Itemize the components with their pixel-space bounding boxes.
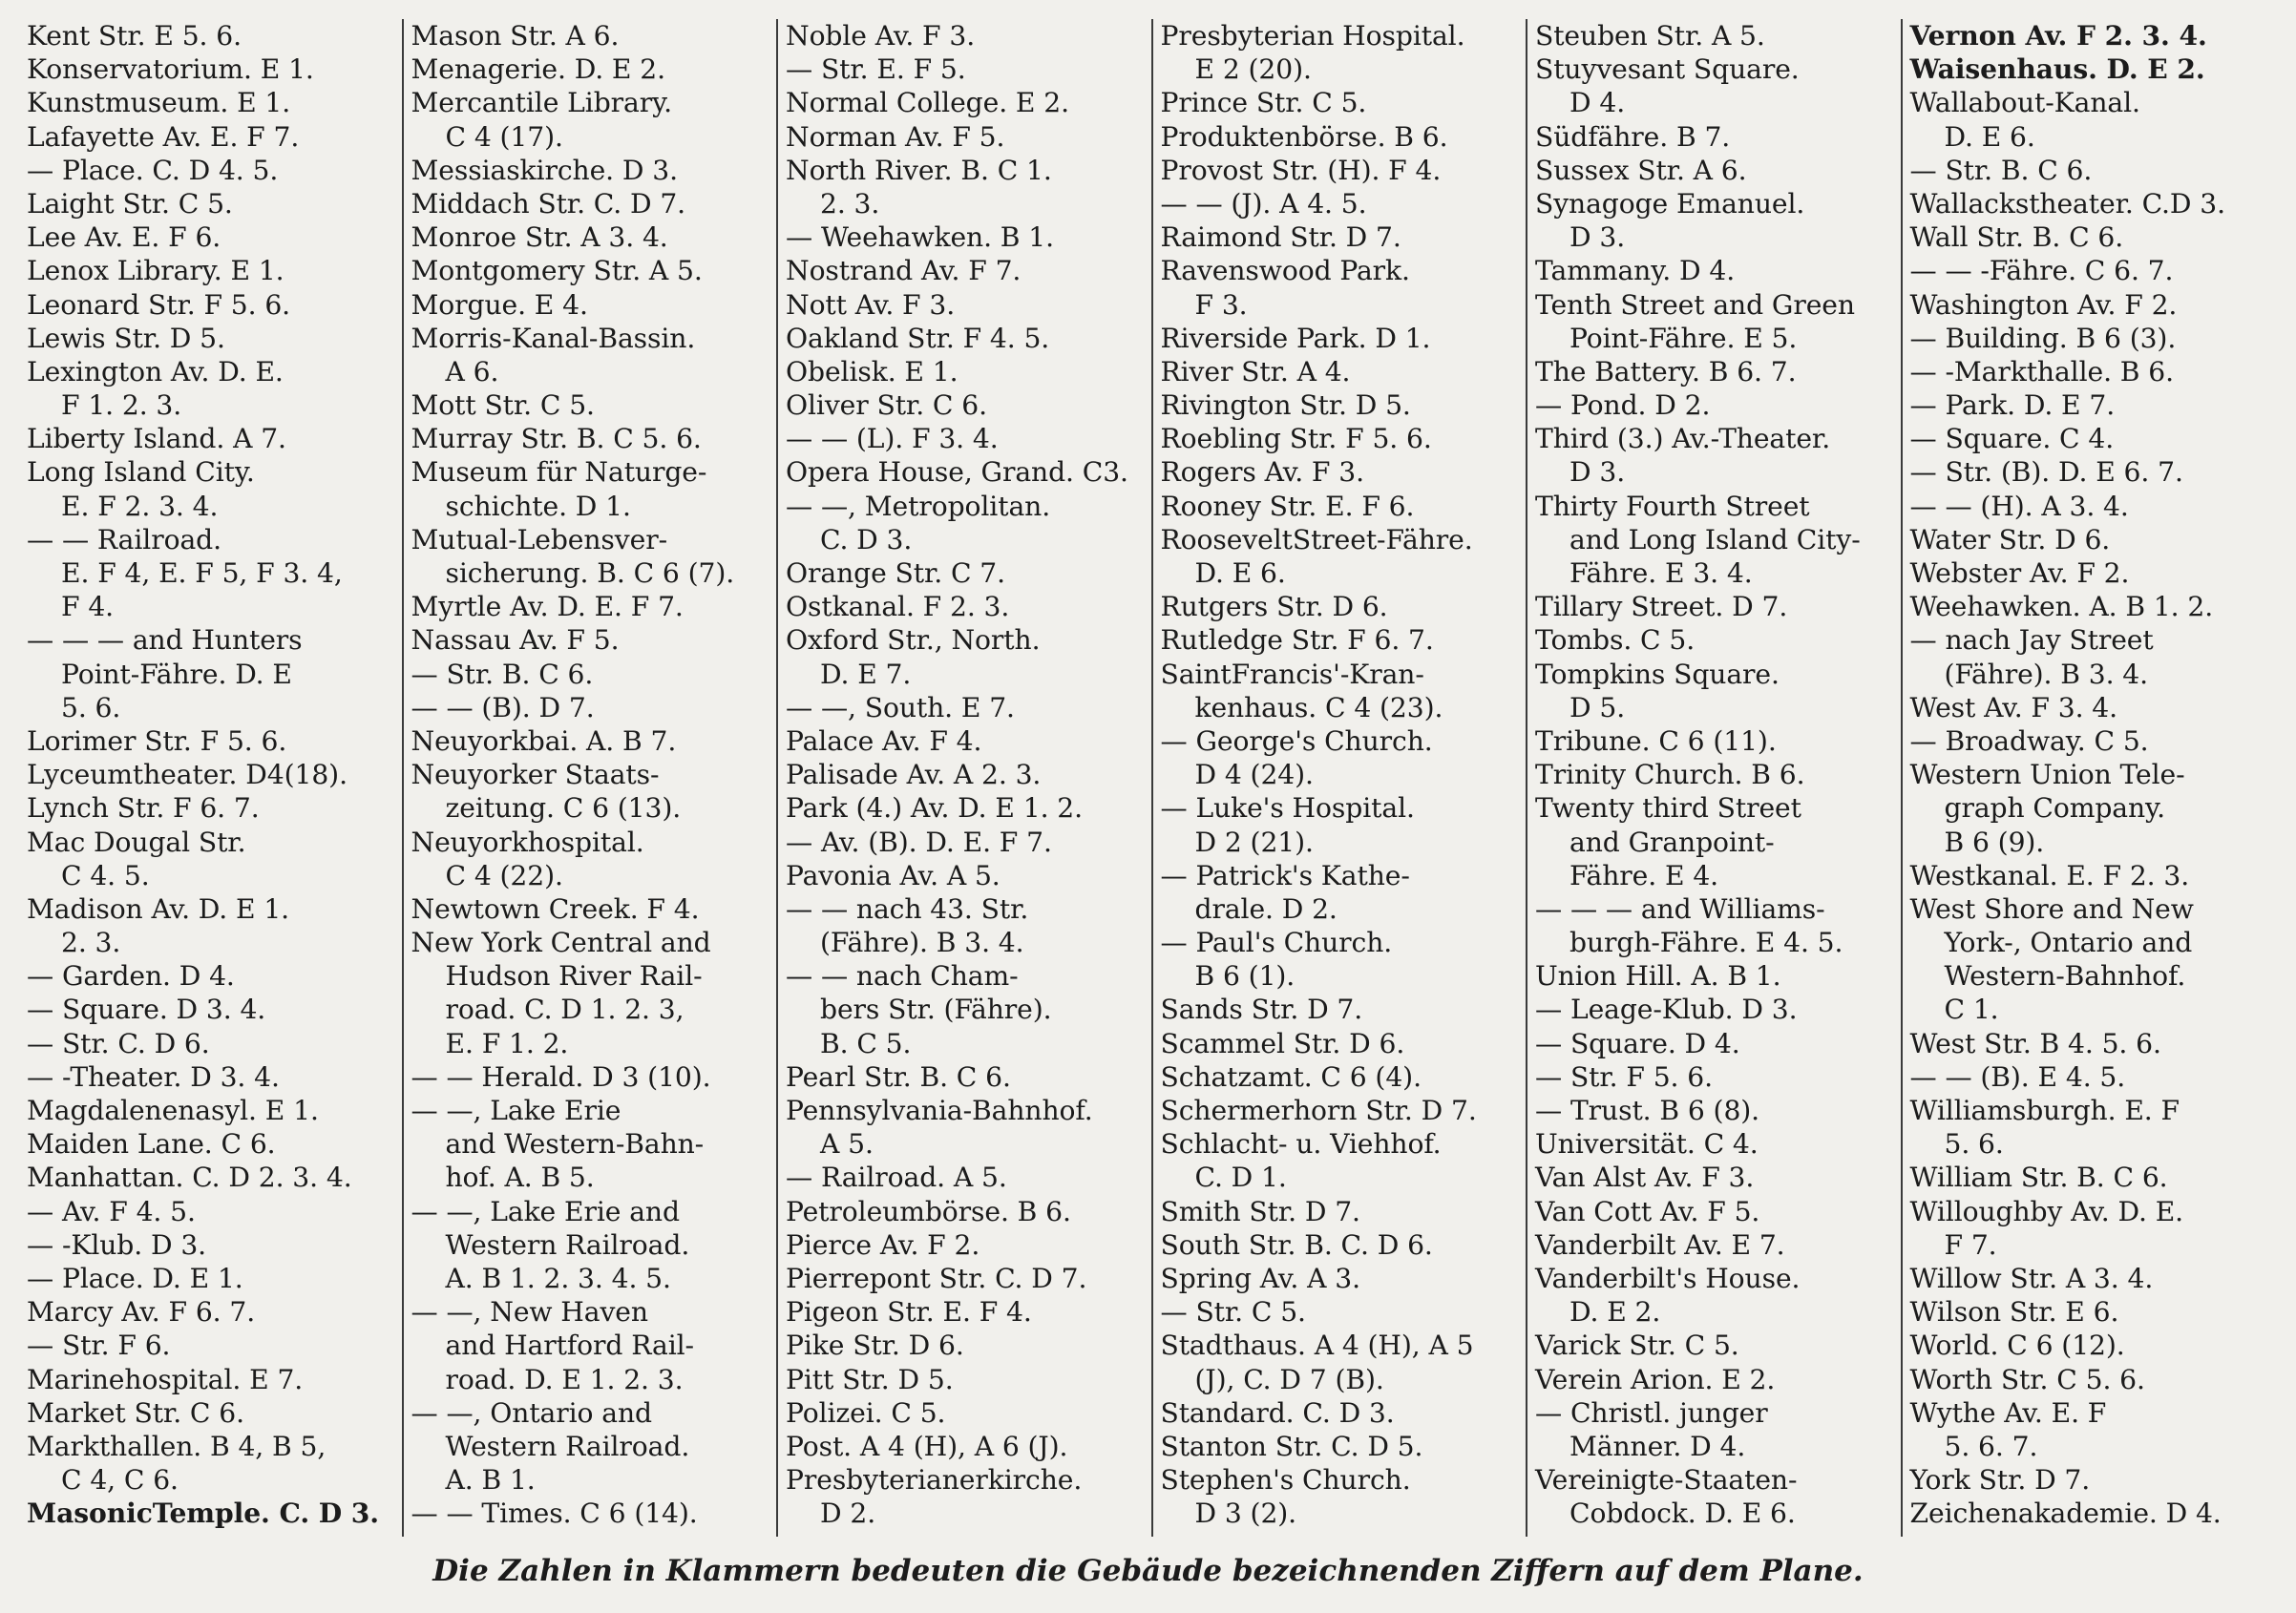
index-entry: York Str. D 7. [1909, 1464, 2091, 1497]
index-entry: — — -Fähre. C 6. 7. [1909, 255, 2174, 287]
index-entry: — Trust. B 6 (8). [1535, 1095, 1760, 1126]
index-entry: Middach Str. C. D 7. [411, 187, 686, 220]
index-entry: — Place. C. D 4. 5. [27, 154, 279, 186]
index-entry-continuation: and Granpoint- [1569, 826, 1775, 858]
index-entry: Madison Av. D. E 1. [27, 892, 290, 925]
index-entry: Orange Str. C 7. [786, 557, 1005, 589]
index-entry: Nostrand Av. F 7. [786, 255, 1022, 287]
index-entry: Monroe Str. A 3. 4. [411, 221, 668, 254]
index-entry: South Str. B. C. D 6. [1160, 1228, 1433, 1261]
index-entry: — Str. B. C 6. [411, 658, 594, 690]
index-entry: MasonicTemple. C. D 3. [27, 1498, 380, 1530]
index-entry: — —, Ontario and [411, 1396, 652, 1429]
index-entry: Water Str. D 6. [1909, 523, 2111, 555]
index-entry-continuation: Western-Bahnhof. [1944, 960, 2186, 993]
index-entry-continuation: C 4, C 6. [61, 1464, 179, 1497]
index-entry: Vereinigte-Staaten- [1535, 1464, 1798, 1497]
index-entry-continuation: C 4. 5. [61, 859, 150, 891]
index-entry-continuation: B. C 5. [820, 1027, 912, 1059]
index-entry: Pigeon Str. E. F 4. [786, 1296, 1032, 1329]
index-entry-continuation: Point-Fähre. E 5. [1569, 322, 1798, 354]
index-entry-continuation: F 4. [61, 591, 115, 623]
index-entry-continuation: D 3. [1569, 221, 1626, 254]
index-entry: Stadthaus. A 4 (H), A 5 [1160, 1330, 1474, 1362]
index-entry: — Luke's Hospital. [1160, 792, 1415, 825]
index-entry: Polizei. C 5. [786, 1396, 946, 1429]
index-entry: Palace Av. F 4. [786, 724, 982, 757]
index-entry-continuation: D. E 2. [1569, 1296, 1661, 1329]
index-entry: — — Railroad. [27, 523, 221, 555]
index-entry: William Str. B. C 6. [1909, 1162, 2168, 1194]
index-entry: Konservatorium. E 1. [27, 53, 314, 86]
index-entry: Presbyterian Hospital. [1160, 20, 1465, 52]
index-entry: River Str. A 4. [1160, 355, 1351, 388]
index-entry-continuation: Fähre. E 3. 4. [1569, 557, 1753, 589]
index-entry: Lexington Av. D. E. [27, 355, 284, 388]
index-entry: Palisade Av. A 2. 3. [786, 759, 1042, 791]
index-entry: Lynch Str. F 6. 7. [27, 792, 260, 825]
index-entry: Lyceumtheater. D4(18). [27, 759, 348, 791]
index-entry: — Park. D. E 7. [1909, 389, 2116, 422]
index-entry-continuation: graph Company. [1944, 792, 2165, 825]
index-entry: — -Markthalle. B 6. [1909, 355, 2174, 388]
index-entry: Marinehospital. E 7. [27, 1363, 304, 1395]
index-entry: West Shore and New [1909, 892, 2194, 925]
index-entry-continuation: Hudson River Rail- [445, 960, 703, 993]
index-entry: Marcy Av. F 6. 7. [27, 1296, 256, 1329]
index-entry: New York Central and [411, 927, 711, 959]
index-entry: Roebling Str. F 5. 6. [1160, 423, 1432, 455]
index-entry-continuation: C 1. [1944, 994, 1999, 1026]
index-entry: — —, South. E 7. [786, 691, 1015, 723]
index-entry: — Str. C 5. [1160, 1296, 1306, 1329]
index-entry: — —, New Haven [411, 1296, 648, 1329]
index-entry: Universität. C 4. [1535, 1128, 1759, 1161]
index-entry: Tillary Street. D 7. [1535, 591, 1788, 623]
index-entry-continuation: Western Railroad. [445, 1430, 690, 1462]
index-entry: Waisenhaus. D. E 2. [1909, 53, 2205, 86]
index-entry: — nach Jay Street [1909, 624, 2154, 657]
index-entry: Stuyvesant Square. [1535, 53, 1800, 86]
index-entry-continuation: (Fähre). B 3. 4. [1944, 658, 2148, 690]
index-entry: Van Cott Av. F 5. [1535, 1195, 1760, 1227]
index-entry-continuation: Männer. D 4. [1569, 1430, 1746, 1462]
index-entry-continuation: Cobdock. D. E 6. [1569, 1498, 1796, 1530]
index-entry-continuation: York-, Ontario and [1944, 927, 2193, 959]
index-entry-continuation: A 5. [820, 1128, 874, 1161]
index-entry: — — nach 43. Str. [786, 892, 1029, 925]
index-entry: Park (4.) Av. D. E 1. 2. [786, 792, 1083, 825]
index-column [1901, 19, 2276, 1537]
index-entry: Western Union Tele- [1909, 759, 2185, 791]
index-entry: — —, Lake Erie [411, 1095, 621, 1126]
index-entry: Newtown Creek. F 4. [411, 892, 700, 925]
index-entry: Lenox Library. E 1. [27, 255, 284, 287]
index-column [402, 19, 777, 1537]
index-entry: Stanton Str. C. D 5. [1160, 1430, 1423, 1462]
index-entry: — — (J). A 4. 5. [1160, 187, 1367, 220]
index-entry: — — (L). F 3. 4. [786, 423, 999, 455]
index-entry: Willow Str. A 3. 4. [1909, 1262, 2154, 1294]
index-entry: SaintFrancis'-Kran- [1160, 658, 1424, 690]
index-entry: — Leage-Klub. D 3. [1535, 994, 1798, 1026]
index-entry-continuation: D 3 (2). [1194, 1498, 1297, 1530]
index-entry: Worth Str. C 5. 6. [1909, 1363, 2145, 1395]
index-entry: — Place. D. E 1. [27, 1262, 243, 1294]
index-entry: Vanderbilt Av. E 7. [1535, 1228, 1785, 1261]
index-entry: Stephen's Church. [1160, 1464, 1411, 1497]
index-entry: Pennsylvania-Bahnhof. [786, 1095, 1093, 1126]
index-entry-continuation: B 6 (9). [1944, 826, 2045, 858]
index-entry-continuation: E. F 1. 2. [445, 1027, 569, 1059]
index-entry: Synagoge Emanuel. [1535, 187, 1805, 220]
index-entry: — — — and Hunters [27, 624, 303, 657]
index-entry: — George's Church. [1160, 724, 1433, 757]
index-entry: — — (B). E 4. 5. [1909, 1060, 2126, 1093]
index-entry: Mott Str. C 5. [411, 389, 595, 422]
index-entry: Zeichenakademie. D 4. [1909, 1498, 2222, 1530]
index-entry: — Weehawken. B 1. [786, 221, 1054, 254]
index-entry: Webster Av. F 2. [1909, 557, 2130, 589]
index-column [1151, 19, 1527, 1537]
index-entry: Morgue. E 4. [411, 288, 588, 321]
index-entry-continuation: D. E 6. [1944, 120, 2035, 153]
index-entry: Trinity Church. B 6. [1535, 759, 1805, 791]
index-entry: Wallackstheater. C.D 3. [1909, 187, 2225, 220]
index-entry: — Patrick's Kathe- [1160, 859, 1410, 891]
index-entry-continuation: (J), C. D 7 (B). [1194, 1363, 1384, 1395]
index-entry: Ostkanal. F 2. 3. [786, 591, 1010, 623]
index-entry: West Str. B 4. 5. 6. [1909, 1027, 2161, 1059]
index-entry: — Str. (B). D. E 6. 7. [1909, 456, 2183, 489]
index-entry: Lee Av. E. F 6. [27, 221, 221, 254]
index-entry: Norman Av. F 5. [786, 120, 1005, 153]
index-entry-continuation: D 4. [1569, 87, 1626, 119]
index-entry: Nassau Av. F 5. [411, 624, 620, 657]
index-entry: Petroleumbörse. B 6. [786, 1195, 1071, 1227]
index-entry: Manhattan. C. D 2. 3. 4. [27, 1162, 352, 1194]
index-entry: Messiaskirche. D 3. [411, 154, 678, 186]
index-columns [27, 19, 2275, 1537]
index-entry-continuation: 2. 3. [61, 927, 121, 959]
index-entry: Van Alst Av. F 3. [1535, 1162, 1755, 1194]
index-entry-continuation: A. B 1. 2. 3. 4. 5. [445, 1262, 671, 1294]
index-entry: Scammel Str. D 6. [1160, 1027, 1405, 1059]
index-entry-continuation: and Hartford Rail- [445, 1330, 694, 1362]
index-entry: Weehawken. A. B 1. 2. [1909, 591, 2214, 623]
index-entry: — Garden. D 4. [27, 960, 235, 993]
index-entry: Pierrepont Str. C. D 7. [786, 1262, 1087, 1294]
index-entry-continuation: bers Str. (Fähre). [820, 994, 1052, 1026]
index-entry-continuation: D 2. [820, 1498, 876, 1530]
index-entry: Myrtle Av. D. E. F 7. [411, 591, 684, 623]
index-column [1526, 19, 1901, 1537]
index-entry-continuation: burgh-Fähre. E 4. 5. [1569, 927, 1843, 959]
index-column [776, 19, 1151, 1537]
index-entry: Mutual-Lebensver- [411, 523, 667, 555]
index-entry: Leonard Str. F 5. 6. [27, 288, 291, 321]
index-entry: Wallabout-Kanal. [1909, 87, 2140, 119]
index-entry: Vernon Av. F 2. 3. 4. [1909, 20, 2207, 52]
index-entry: Lorimer Str. F 5. 6. [27, 724, 287, 757]
index-entry: — Paul's Church. [1160, 927, 1393, 959]
index-entry: Südfähre. B 7. [1535, 120, 1731, 153]
index-entry: — —, Metropolitan. [786, 490, 1051, 522]
index-entry: Tompkins Square. [1535, 658, 1780, 690]
index-entry: Rivington Str. D 5. [1160, 389, 1411, 422]
index-entry-continuation: 5. 6. [61, 691, 121, 723]
index-entry: Kunstmuseum. E 1. [27, 87, 291, 119]
index-entry: Westkanal. E. F 2. 3. [1909, 859, 2190, 891]
index-entry: — Building. B 6 (3). [1909, 322, 2177, 354]
index-entry: Oakland Str. F 4. 5. [786, 322, 1050, 354]
index-entry: — Square. C 4. [1909, 423, 2115, 455]
index-entry: Rutgers Str. D 6. [1160, 591, 1388, 623]
index-entry: — — (H). A 3. 4. [1909, 490, 2129, 522]
index-entry: — — (B). D 7. [411, 691, 595, 723]
index-entry-continuation: Western Railroad. [445, 1228, 690, 1261]
index-entry: Kent Str. E 5. 6. [27, 20, 242, 52]
index-entry: Magdalenenasyl. E 1. [27, 1095, 319, 1126]
index-entry: Oliver Str. C 6. [786, 389, 987, 422]
index-entry: Nott Av. F 3. [786, 288, 956, 321]
index-entry: Laight Str. C 5. [27, 187, 233, 220]
index-entry: Washington Av. F 2. [1909, 288, 2178, 321]
index-entry: RooseveltStreet-Fähre. [1160, 523, 1473, 555]
index-entry: Willoughby Av. D. E. [1909, 1195, 2184, 1227]
index-entry: Riverside Park. D 1. [1160, 322, 1431, 354]
index-entry-continuation: hof. A. B 5. [445, 1162, 595, 1194]
index-entry-continuation: F 1. 2. 3. [61, 389, 182, 422]
index-entry: — — — and Williams- [1535, 892, 1825, 925]
index-entry: — -Klub. D 3. [27, 1228, 207, 1261]
index-entry: Rogers Av. F 3. [1160, 456, 1364, 489]
index-entry-continuation: kenhaus. C 4 (23). [1194, 691, 1443, 723]
index-entry-continuation: zeitung. C 6 (13). [445, 792, 682, 825]
index-entry: Schermerhorn Str. D 7. [1160, 1095, 1477, 1126]
index-entry: Wythe Av. E. F [1909, 1396, 2107, 1429]
index-entry-continuation: C. D 1. [1194, 1162, 1287, 1194]
index-entry: Morris-Kanal-Bassin. [411, 322, 696, 354]
index-entry: Neuyorker Staats- [411, 759, 660, 791]
index-column [27, 19, 402, 1537]
index-entry: — — Herald. D 3 (10). [411, 1060, 711, 1093]
index-entry: — — nach Cham- [786, 960, 1019, 993]
index-entry-continuation: C 4 (17). [445, 120, 563, 153]
index-entry: Williamsburgh. E. F [1909, 1095, 2180, 1126]
index-entry: Wilson Str. E 6. [1909, 1296, 2119, 1329]
index-entry: Tenth Street and Green [1535, 288, 1855, 321]
index-entry: — Str. C. D 6. [27, 1027, 210, 1059]
index-entry: Post. A 4 (H), A 6 (J). [786, 1430, 1068, 1462]
index-entry-continuation: F 3. [1194, 288, 1248, 321]
index-entry: Verein Arion. E 2. [1535, 1363, 1776, 1395]
index-entry-continuation: C. D 3. [820, 523, 913, 555]
index-entry: — Christl. junger [1535, 1396, 1768, 1429]
index-entry-continuation: D 4 (24). [1194, 759, 1314, 791]
index-entry: — Str. E. F 5. [786, 53, 966, 86]
index-entry: — Square. D 3. 4. [27, 994, 266, 1026]
index-entry-continuation: E. F 4, E. F 5, F 3. 4, [61, 557, 343, 589]
index-entry-continuation: 2. 3. [820, 187, 880, 220]
index-entry: — Square. D 4. [1535, 1027, 1740, 1059]
index-entry: Third (3.) Av.-Theater. [1535, 423, 1831, 455]
index-entry: Twenty third Street [1535, 792, 1801, 825]
index-entry-continuation: E 2 (20). [1194, 53, 1312, 86]
index-entry: Normal College. E 2. [786, 87, 1069, 119]
index-entry: West Av. F 3. 4. [1909, 691, 2117, 723]
index-entry: Menagerie. D. E 2. [411, 53, 665, 86]
index-entry: Museum für Naturge- [411, 456, 707, 489]
index-entry: — Av. F 4. 5. [27, 1195, 196, 1227]
index-entry: Pavonia Av. A 5. [786, 859, 1001, 891]
index-entry: Liberty Island. A 7. [27, 423, 286, 455]
index-entry: Vanderbilt's House. [1535, 1262, 1801, 1294]
index-entry: Standard. C. D 3. [1160, 1396, 1395, 1429]
index-entry: Long Island City. [27, 456, 255, 489]
index-entry-continuation: road. D. E 1. 2. 3. [445, 1363, 684, 1395]
index-entry: Sands Str. D 7. [1160, 994, 1363, 1026]
index-entry: Lafayette Av. E. F 7. [27, 120, 300, 153]
index-entry-continuation: D 5. [1569, 691, 1626, 723]
index-entry: Thirty Fourth Street [1535, 490, 1810, 522]
index-entry: Market Str. C 6. [27, 1396, 244, 1429]
index-entry-continuation: E. F 2. 3. 4. [61, 490, 219, 522]
index-entry: — Railroad. A 5. [786, 1162, 1007, 1194]
index-entry: Obelisk. E 1. [786, 355, 958, 388]
index-entry: Maiden Lane. C 6. [27, 1128, 276, 1161]
index-entry: Presbyterianerkirche. [786, 1464, 1083, 1497]
index-entry-continuation: B 6 (1). [1194, 960, 1295, 993]
index-entry: Oxford Str., North. [786, 624, 1041, 657]
index-entry: Pitt Str. D 5. [786, 1363, 954, 1395]
index-entry-continuation: C 4 (22). [445, 859, 563, 891]
index-entry: Neuyorkbai. A. B 7. [411, 724, 677, 757]
index-entry-continuation: (Fähre). B 3. 4. [820, 927, 1024, 959]
index-entry: Pierce Av. F 2. [786, 1228, 980, 1261]
index-entry: Markthallen. B 4, B 5, [27, 1430, 326, 1462]
index-entry: Tribune. C 6 (11). [1535, 724, 1777, 757]
index-entry: Murray Str. B. C 5. 6. [411, 423, 702, 455]
index-entry: World. C 6 (12). [1909, 1330, 2125, 1362]
index-entry: Wall Str. B. C 6. [1909, 221, 2124, 254]
index-entry-continuation: D. E 7. [820, 658, 912, 690]
index-entry-continuation: A. B 1. [445, 1464, 536, 1497]
index-entry: — Av. (B). D. E. F 7. [786, 826, 1052, 858]
index-entry: Mac Dougal Str. [27, 826, 246, 858]
index-entry: Pearl Str. B. C 6. [786, 1060, 1011, 1093]
index-entry-continuation: Point-Fähre. D. E [61, 658, 292, 690]
index-entry-continuation: F 7. [1944, 1228, 1997, 1261]
index-entry: — -Theater. D 3. 4. [27, 1060, 280, 1093]
index-entry: Mason Str. A 6. [411, 20, 620, 52]
index-entry: Prince Str. C 5. [1160, 87, 1367, 119]
index-entry-continuation: and Western-Bahn- [445, 1128, 705, 1161]
index-entry-continuation: and Long Island City- [1569, 523, 1861, 555]
index-entry-continuation: D. E 6. [1194, 557, 1286, 589]
index-entry: — —, Lake Erie and [411, 1195, 680, 1227]
index-entry: Schatzamt. C 6 (4). [1160, 1060, 1422, 1093]
index-entry: Noble Av. F 3. [786, 20, 976, 52]
index-entry-continuation: D 2 (21). [1194, 826, 1314, 858]
index-entry: — Str. F 5. 6. [1535, 1060, 1713, 1093]
index-entry: Mercantile Library. [411, 87, 673, 119]
index-entry: Opera House, Grand. C3. [786, 456, 1128, 489]
index-entry-continuation: D 3. [1569, 456, 1626, 489]
index-entry-continuation: drale. D 2. [1194, 892, 1338, 925]
index-entry: Pike Str. D 6. [786, 1330, 964, 1362]
index-entry: Schlacht- u. Viehhof. [1160, 1128, 1442, 1161]
index-entry: Steuben Str. A 5. [1535, 20, 1765, 52]
index-entry: Rooney Str. E. F 6. [1160, 490, 1415, 522]
index-entry-continuation: 5. 6. [1944, 1128, 2004, 1161]
index-entry: Varick Str. C 5. [1535, 1330, 1739, 1362]
index-entry-continuation: sicherung. B. C 6 (7). [445, 557, 735, 589]
index-entry: Smith Str. D 7. [1160, 1195, 1360, 1227]
index-entry: Sussex Str. A 6. [1535, 154, 1747, 186]
index-entry-continuation: Fähre. E 4. [1569, 859, 1719, 891]
index-entry: Raimond Str. D 7. [1160, 221, 1401, 254]
index-entry-continuation: schichte. D 1. [445, 490, 631, 522]
index-entry: Rutledge Str. F 6. 7. [1160, 624, 1434, 657]
index-entry-continuation: 5. 6. 7. [1944, 1430, 2038, 1462]
index-entry: — Str. F 6. [27, 1330, 171, 1362]
index-entry: — — Times. C 6 (14). [411, 1498, 698, 1530]
index-entry: — Pond. D 2. [1535, 389, 1711, 422]
index-entry: Produktenbörse. B 6. [1160, 120, 1448, 153]
index-entry: North River. B. C 1. [786, 154, 1052, 186]
index-entry: Ravenswood Park. [1160, 255, 1410, 287]
index-entry: Union Hill. A. B 1. [1535, 960, 1781, 993]
index-entry: — Str. B. C 6. [1909, 154, 2093, 186]
index-entry: Neuyorkhospital. [411, 826, 644, 858]
index-entry-continuation: road. C. D 1. 2. 3, [445, 994, 685, 1026]
index-entry: Montgomery Str. A 5. [411, 255, 703, 287]
index-entry: Spring Av. A 3. [1160, 1262, 1360, 1294]
index-entry: Tombs. C 5. [1535, 624, 1696, 657]
index-entry: Tammany. D 4. [1535, 255, 1736, 287]
index-entry: Provost Str. (H). F 4. [1160, 154, 1442, 186]
index-entry: — Broadway. C 5. [1909, 724, 2149, 757]
index-entry: Lewis Str. D 5. [27, 322, 225, 354]
index-entry: The Battery. B 6. 7. [1535, 355, 1797, 388]
footer-caption: Die Zahlen in Klammern bedeuten die Gebäude bezeichnenden Ziffern auf dem Plane. [432, 1554, 1864, 1588]
index-entry-continuation: A 6. [445, 355, 499, 388]
